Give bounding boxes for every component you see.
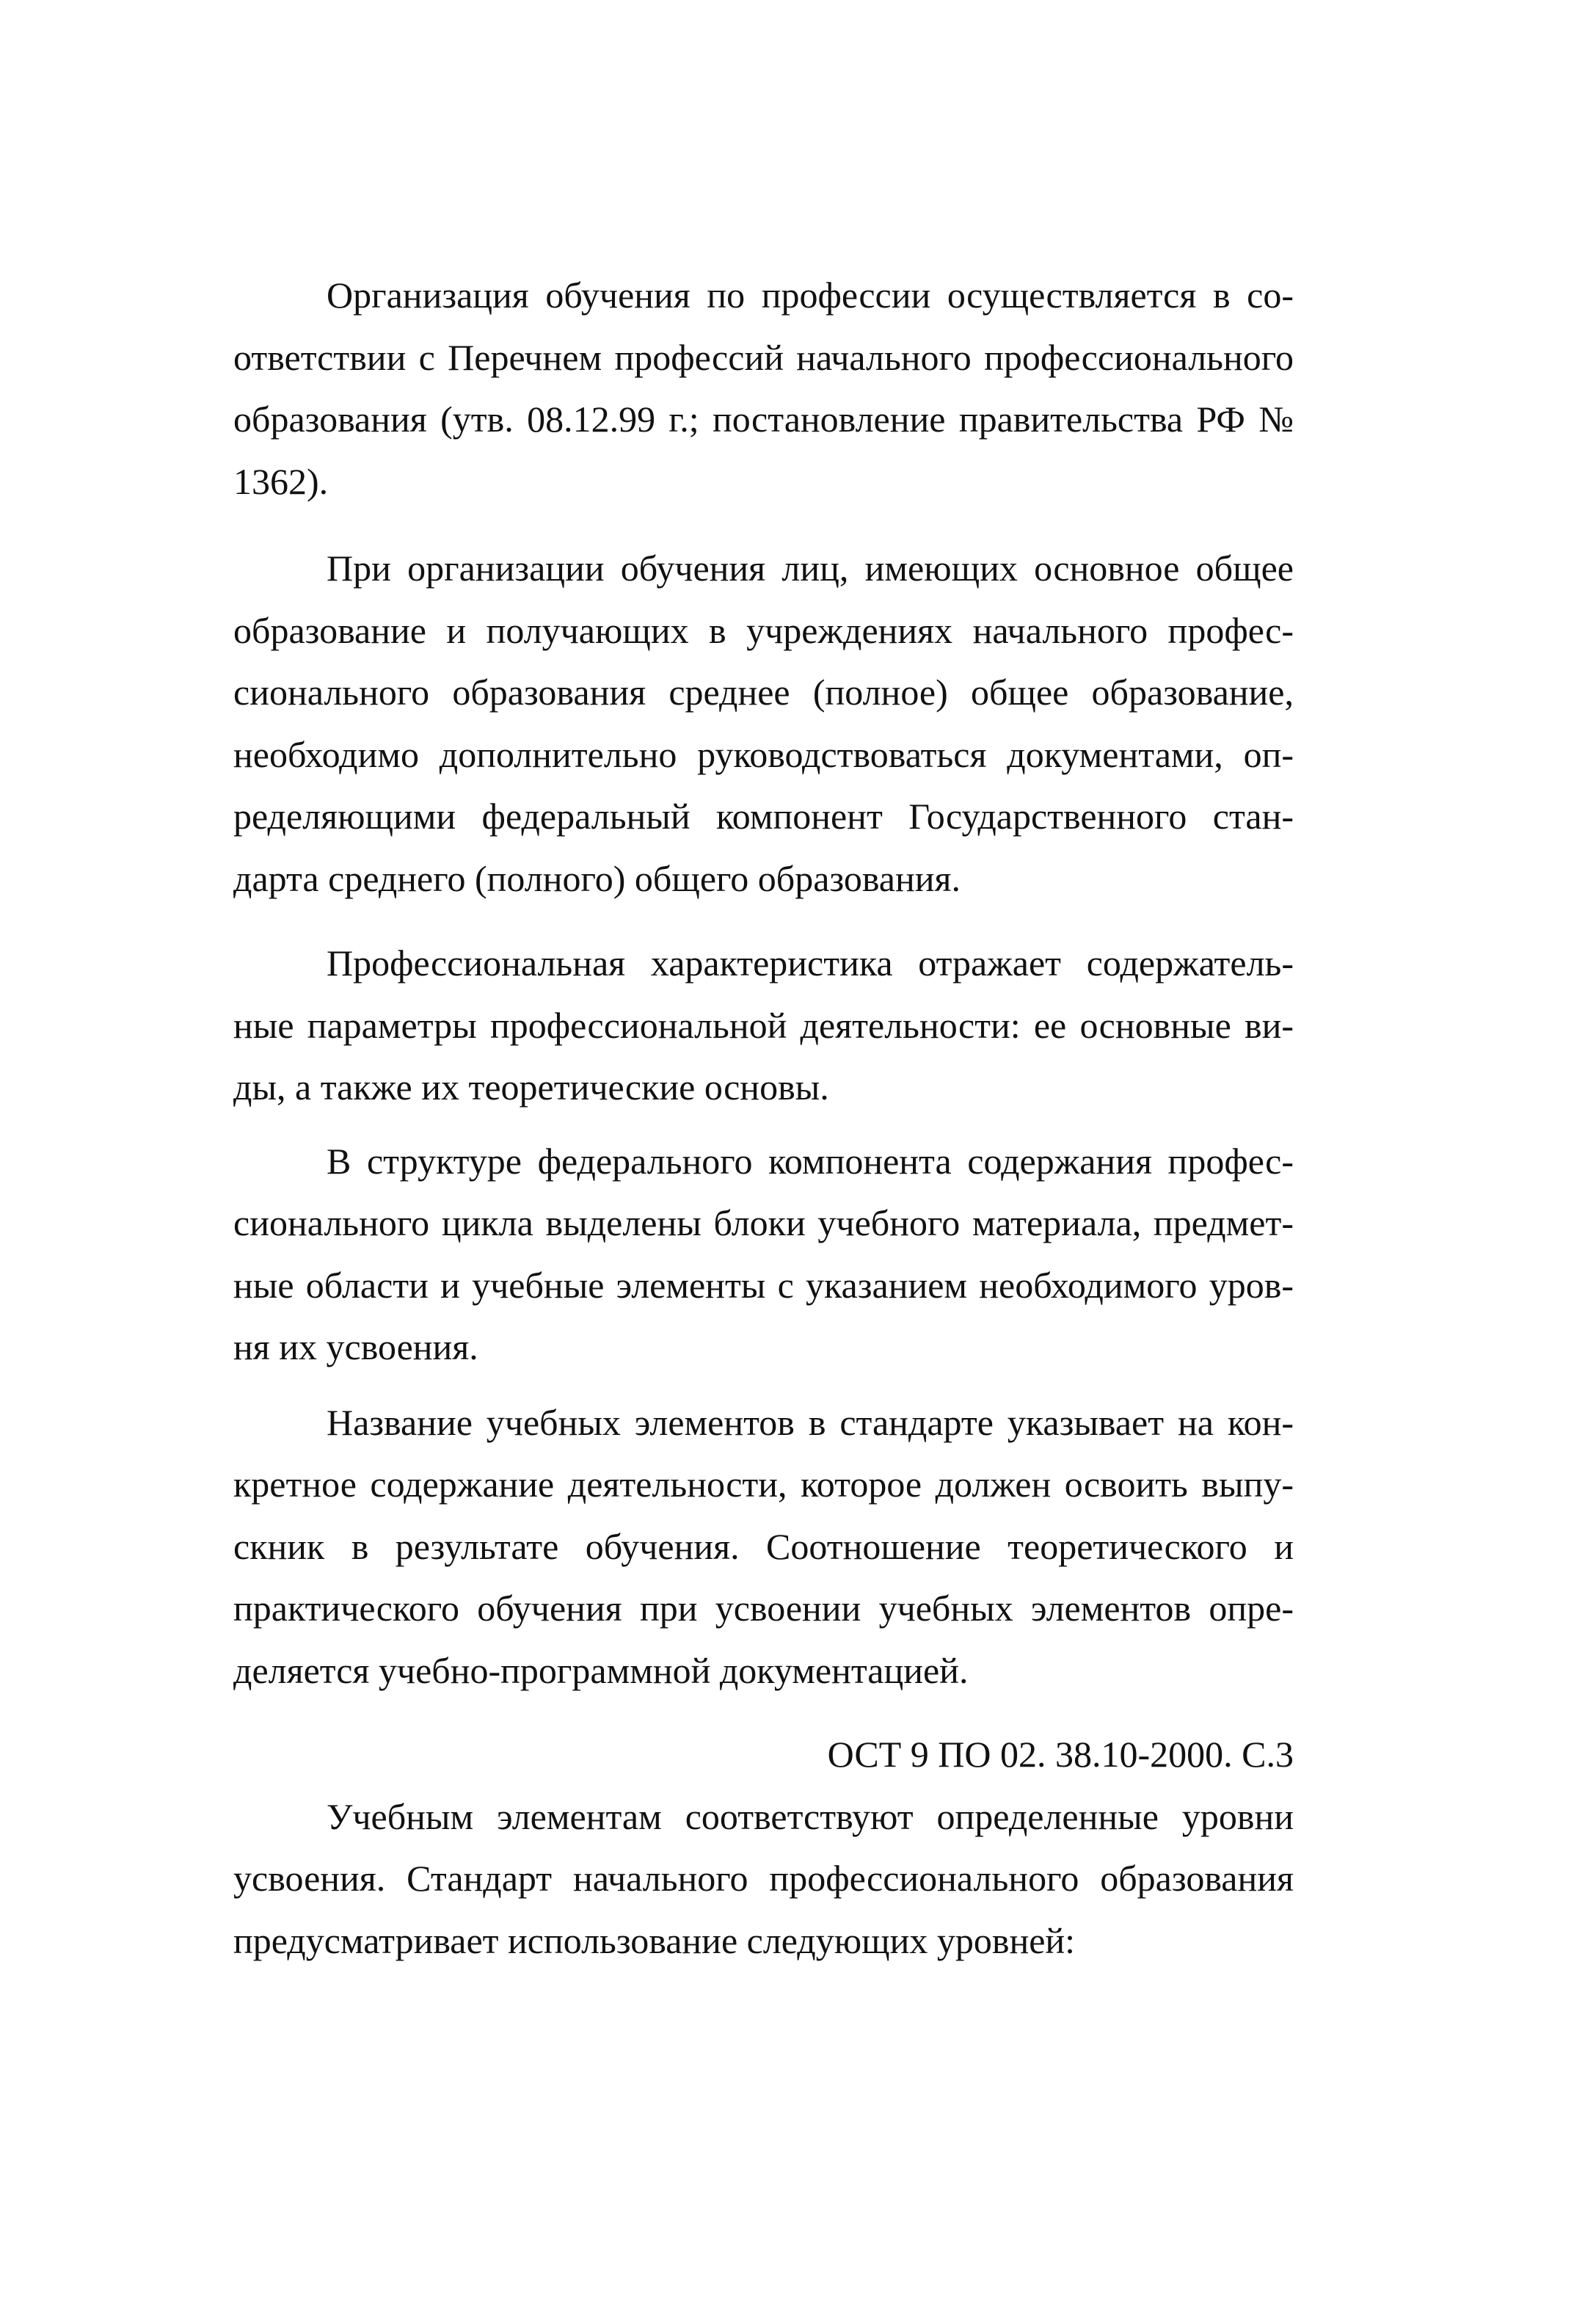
text-line: В структуре федерального компонента содержания профес- (327, 1140, 1294, 1182)
text-line: деляется учебно-программной документацией. (233, 1649, 969, 1691)
text-line: При организации обучения лиц, имеющих основное общее (327, 548, 1294, 589)
text-line: ня их усвоения. (233, 1326, 478, 1367)
text-line: 1362). (233, 460, 329, 502)
text-line: необходимо дополнительно руководствоваться документами, оп- (233, 733, 1294, 775)
text-line: ные области и учебные элементы с указанием необходимого уров- (233, 1264, 1294, 1306)
document-page (233, 264, 1294, 1971)
text-line: образование и получающих в учреждениях начального профес- (233, 609, 1294, 651)
text-line: сионального цикла выделены блоки учебного материала, предмет- (233, 1202, 1294, 1243)
text-line: Профессиональная характеристика отражает содержатель- (327, 942, 1294, 984)
text-line: дарта среднего (полного) общего образования. (233, 857, 961, 899)
text-line: образования (утв. 08.12.99 г.; постановление правительства РФ № (233, 399, 1294, 440)
paragraph-federal-component (233, 1130, 1294, 1378)
text-line: кретное содержание деятельности, которое должен освоить выпу- (233, 1464, 1294, 1505)
page-header: ОСТ 9 ПО 02. 38.10-2000. С.3 (827, 1734, 1294, 1775)
text-line: ределяющими федеральный компонент Государственного стан- (233, 796, 1294, 837)
text-line: ные параметры профессиональной деятельности: ее основные ви- (233, 1004, 1294, 1046)
text-line: Учебным элементам соответствуют определенные уровни (327, 1795, 1294, 1837)
paragraph-mastery-levels (233, 1786, 1294, 1972)
text-line: сионального образования среднее (полное) общее образование, (233, 672, 1294, 713)
text-line: усвоения. Стандарт начального профессионального образования (233, 1858, 1294, 1899)
text-line: Организация обучения по профессии осуществляется в со- (327, 275, 1294, 316)
paragraph-general-education (233, 537, 1294, 909)
text-line: предусматривает использование следующих уровней: (233, 1919, 1076, 1961)
text-line: практического обучения при усвоении учебных элементов опре- (233, 1588, 1294, 1629)
text-line: Название учебных элементов в стандарте указывает на кон- (327, 1401, 1294, 1443)
text-line: скник в результате обучения. Соотношение теоретического и (233, 1525, 1294, 1567)
paragraph-professional-characteristic (233, 932, 1294, 1119)
text-line: ответствии с Перечнем профессий начального профессионального (233, 336, 1294, 378)
paragraph-organization (233, 264, 1294, 512)
paragraph-learning-elements (233, 1392, 1294, 1702)
text-line: ды, а также их теоретические основы. (233, 1066, 829, 1108)
